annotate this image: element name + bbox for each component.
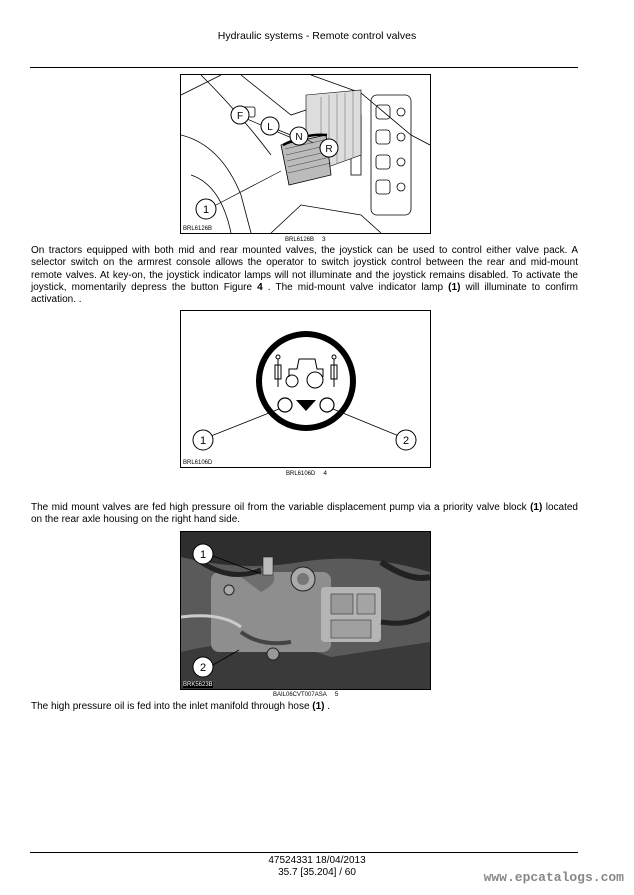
callout-L: L (267, 122, 273, 133)
callout-1: 1 (199, 435, 207, 447)
figure-3-number: 3 (322, 236, 326, 243)
callout-R: R (325, 144, 333, 155)
figure-4-callouts (193, 430, 416, 450)
indicator-panel-illustration (181, 311, 430, 467)
p3-end: . (324, 701, 331, 712)
footer-page-number: 35.7 [35.204] / 60 (278, 867, 356, 878)
figure-3-caption (285, 236, 326, 243)
callout-1: 1 (199, 549, 207, 561)
figure-3-caption-code: BRL6126B (285, 237, 315, 243)
figure-5-valve-photo (180, 531, 431, 690)
p2-end: located on the rear axle housing on the right hand side. (31, 502, 578, 526)
p1-end: will illuminate to confirm activation. . (31, 281, 578, 306)
callout-2: 2 (402, 435, 410, 447)
figure-4-number: 4 (323, 470, 327, 477)
p3-hose-ref: (1) (312, 701, 325, 712)
paragraph-joystick-activation (31, 245, 578, 306)
figure-3-joystick (180, 74, 431, 234)
figure-3-code: BRL6126B (183, 226, 213, 232)
figure-4-caption-code: BRL6106D (286, 471, 316, 477)
joystick-illustration (181, 75, 430, 233)
callout-2: 2 (199, 662, 207, 674)
figure-5-caption (273, 691, 338, 698)
p1-lamp-ref: (1) (448, 281, 461, 293)
p2-valve-ref: (1) (530, 502, 543, 513)
footer-rule (30, 852, 578, 853)
p1-figure-ref: 4 (257, 281, 263, 293)
callout-1: 1 (202, 204, 210, 216)
figure-5-caption-code: BAIL06CVT007ASA (273, 692, 327, 698)
valve-block-photo (181, 532, 430, 689)
header-rule (30, 67, 578, 68)
figure-5-number: 5 (334, 691, 339, 698)
p2-text: The mid mount valves are fed high pressure oil from the variable displacement pump via a priority valve block (31, 502, 531, 513)
callout-F: F (236, 111, 244, 122)
callout-N: N (295, 132, 303, 143)
figure-4-code: BRL6106D (183, 460, 213, 466)
figure-4-caption (286, 470, 327, 477)
footer-doc-ref: 47524331 18/04/2013 (268, 855, 366, 866)
figure-4-indicator-panel (180, 310, 431, 468)
p1-text: On tractors equipped with both mid and rear mounted valves, the joystick can be used to control either valve pack. A selector switch on the armrest console allows the operator to switch joystick control between the rear and mid-mount remote valves. At key-on, the joystick indicator lamps will not illuminate and the joystick remains disabled. To activate the joystick, momentarily depress the button Figure (31, 245, 578, 293)
p1-middle: . The mid-mount valve indicator lamp (262, 281, 449, 293)
figure-5-code: BRK5623B (183, 682, 213, 688)
p3-text: The high pressure oil is fed into the inlet manifold through hose (31, 701, 313, 712)
page-header-title: Hydraulic systems - Remote control valves (217, 30, 417, 42)
paragraph-inlet-manifold (31, 701, 578, 713)
paragraph-mid-mount-feed (31, 502, 578, 527)
watermark-url: www.epcatalogs.com (483, 870, 624, 885)
